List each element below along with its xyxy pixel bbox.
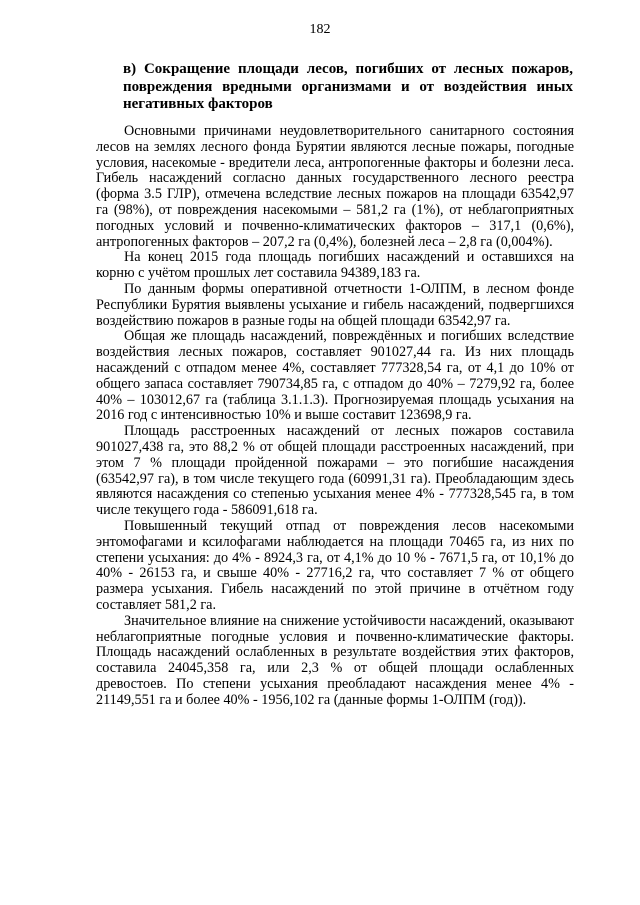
page-number: 182 <box>309 22 331 37</box>
paragraph-weather-factors: Значительное влияние на снижение устойчивости насаждений, оказывают неблагоприятные погодные условия и почвенно-климатические факторы. Площадь насаждений ослабленных в результате воздействия этих факторов, составила 24045,358 га, или 2,3 % от общей площади ослабленных древостоев. По степени усыхания преобладают насаждения менее 4% - 21149,551 га и более 40% - 1956,102 га (данные формы 1-ОЛПМ (год)). <box>96 612 574 708</box>
paragraph-causes: Основными причинами неудовлетворительного санитарного состояния лесов на землях лесного фонда Бурятии являются лесные пожары, погодные условия, насекомые - вредители леса, антропогенные факторы и болезни леса. Гибель насаждений согласно данных государственного лесного реестра (форма 3.5 ГЛР), отмечена вследствие лесных пожаров на площади 63542,97 га (98%), от повреждения насекомыми – 581,2 га (1%), от неблагоприятных погодных условий и почвенно-климатических факторов – 317,1 (0,6%), антропогенных факторов – 207,2 га (0,4%), болезней леса – 2,8 га (0,004%). <box>96 123 574 250</box>
paragraph-dead-stands-2015: На конец 2015 года площадь погибших насаждений и оставшихся на корню с учётом прошлых лет составила 94389,183 га. <box>96 249 574 282</box>
section-heading: в) Сокращение площади лесов, погибших от лесных пожаров, повреждения вредными организмами и от воздействия иных негативных факторов <box>123 61 573 112</box>
paragraph-fire-damage-area: Общая же площадь насаждений, повреждённых и погибших вследствие воздействия лесных пожаров, составляет 901027,44 га. Из них площадь насаждений с отпадом менее 4%, составляет 777328,54 га, от 4,1 до 10% от общего запаса составляет 790734,85 га, с отпадом до 40% – 7279,92 га, более 40% – 103012,67 га (таблица 3.1.1.3). Прогнозируемая площадь усыхания на 2016 год с интенсивностью 10% и выше составит 123698,9 га. <box>96 328 574 424</box>
body-text <box>96 124 574 708</box>
paragraph-disturbed-stands: Площадь расстроенных насаждений от лесных пожаров составила 901027,438 га, это 88,2 % от общей площади расстроенных насаждений, при этом 7 % площади пройденной пожарами – это погибшие насаждения (63542,97 га), в том числе текущего года (60991,31 га). Преобладающим здесь являются насаждения со степенью усыхания менее 4% - 777328,545 га, в том числе текущего года - 586091,618 га. <box>96 423 574 519</box>
paragraph-olpm-report: По данным формы оперативной отчетности 1-ОЛПМ, в лесном фонде Республики Бурятия выявлены усыхание и гибель насаждений, подвергшихся воздействию пожаров в разные годы на общей площади 63542,97 га. <box>96 280 574 329</box>
paragraph-insect-damage: Повышенный текущий отпад от повреждения лесов насекомыми энтомофагами и ксилофагами наблюдается на площади 70465 га, из них по степени усыхания: до 4% - 8924,3 га, от 4,1% до 10 % - 7671,5 га, от 10,1% до 40% - 26153 га, и свыше 40% - 27716,2 га, что составляет 7 % от общего размера усыхания. Гибель насаждений по этой причине в отчётном году составляет 581,2 га. <box>96 517 574 613</box>
